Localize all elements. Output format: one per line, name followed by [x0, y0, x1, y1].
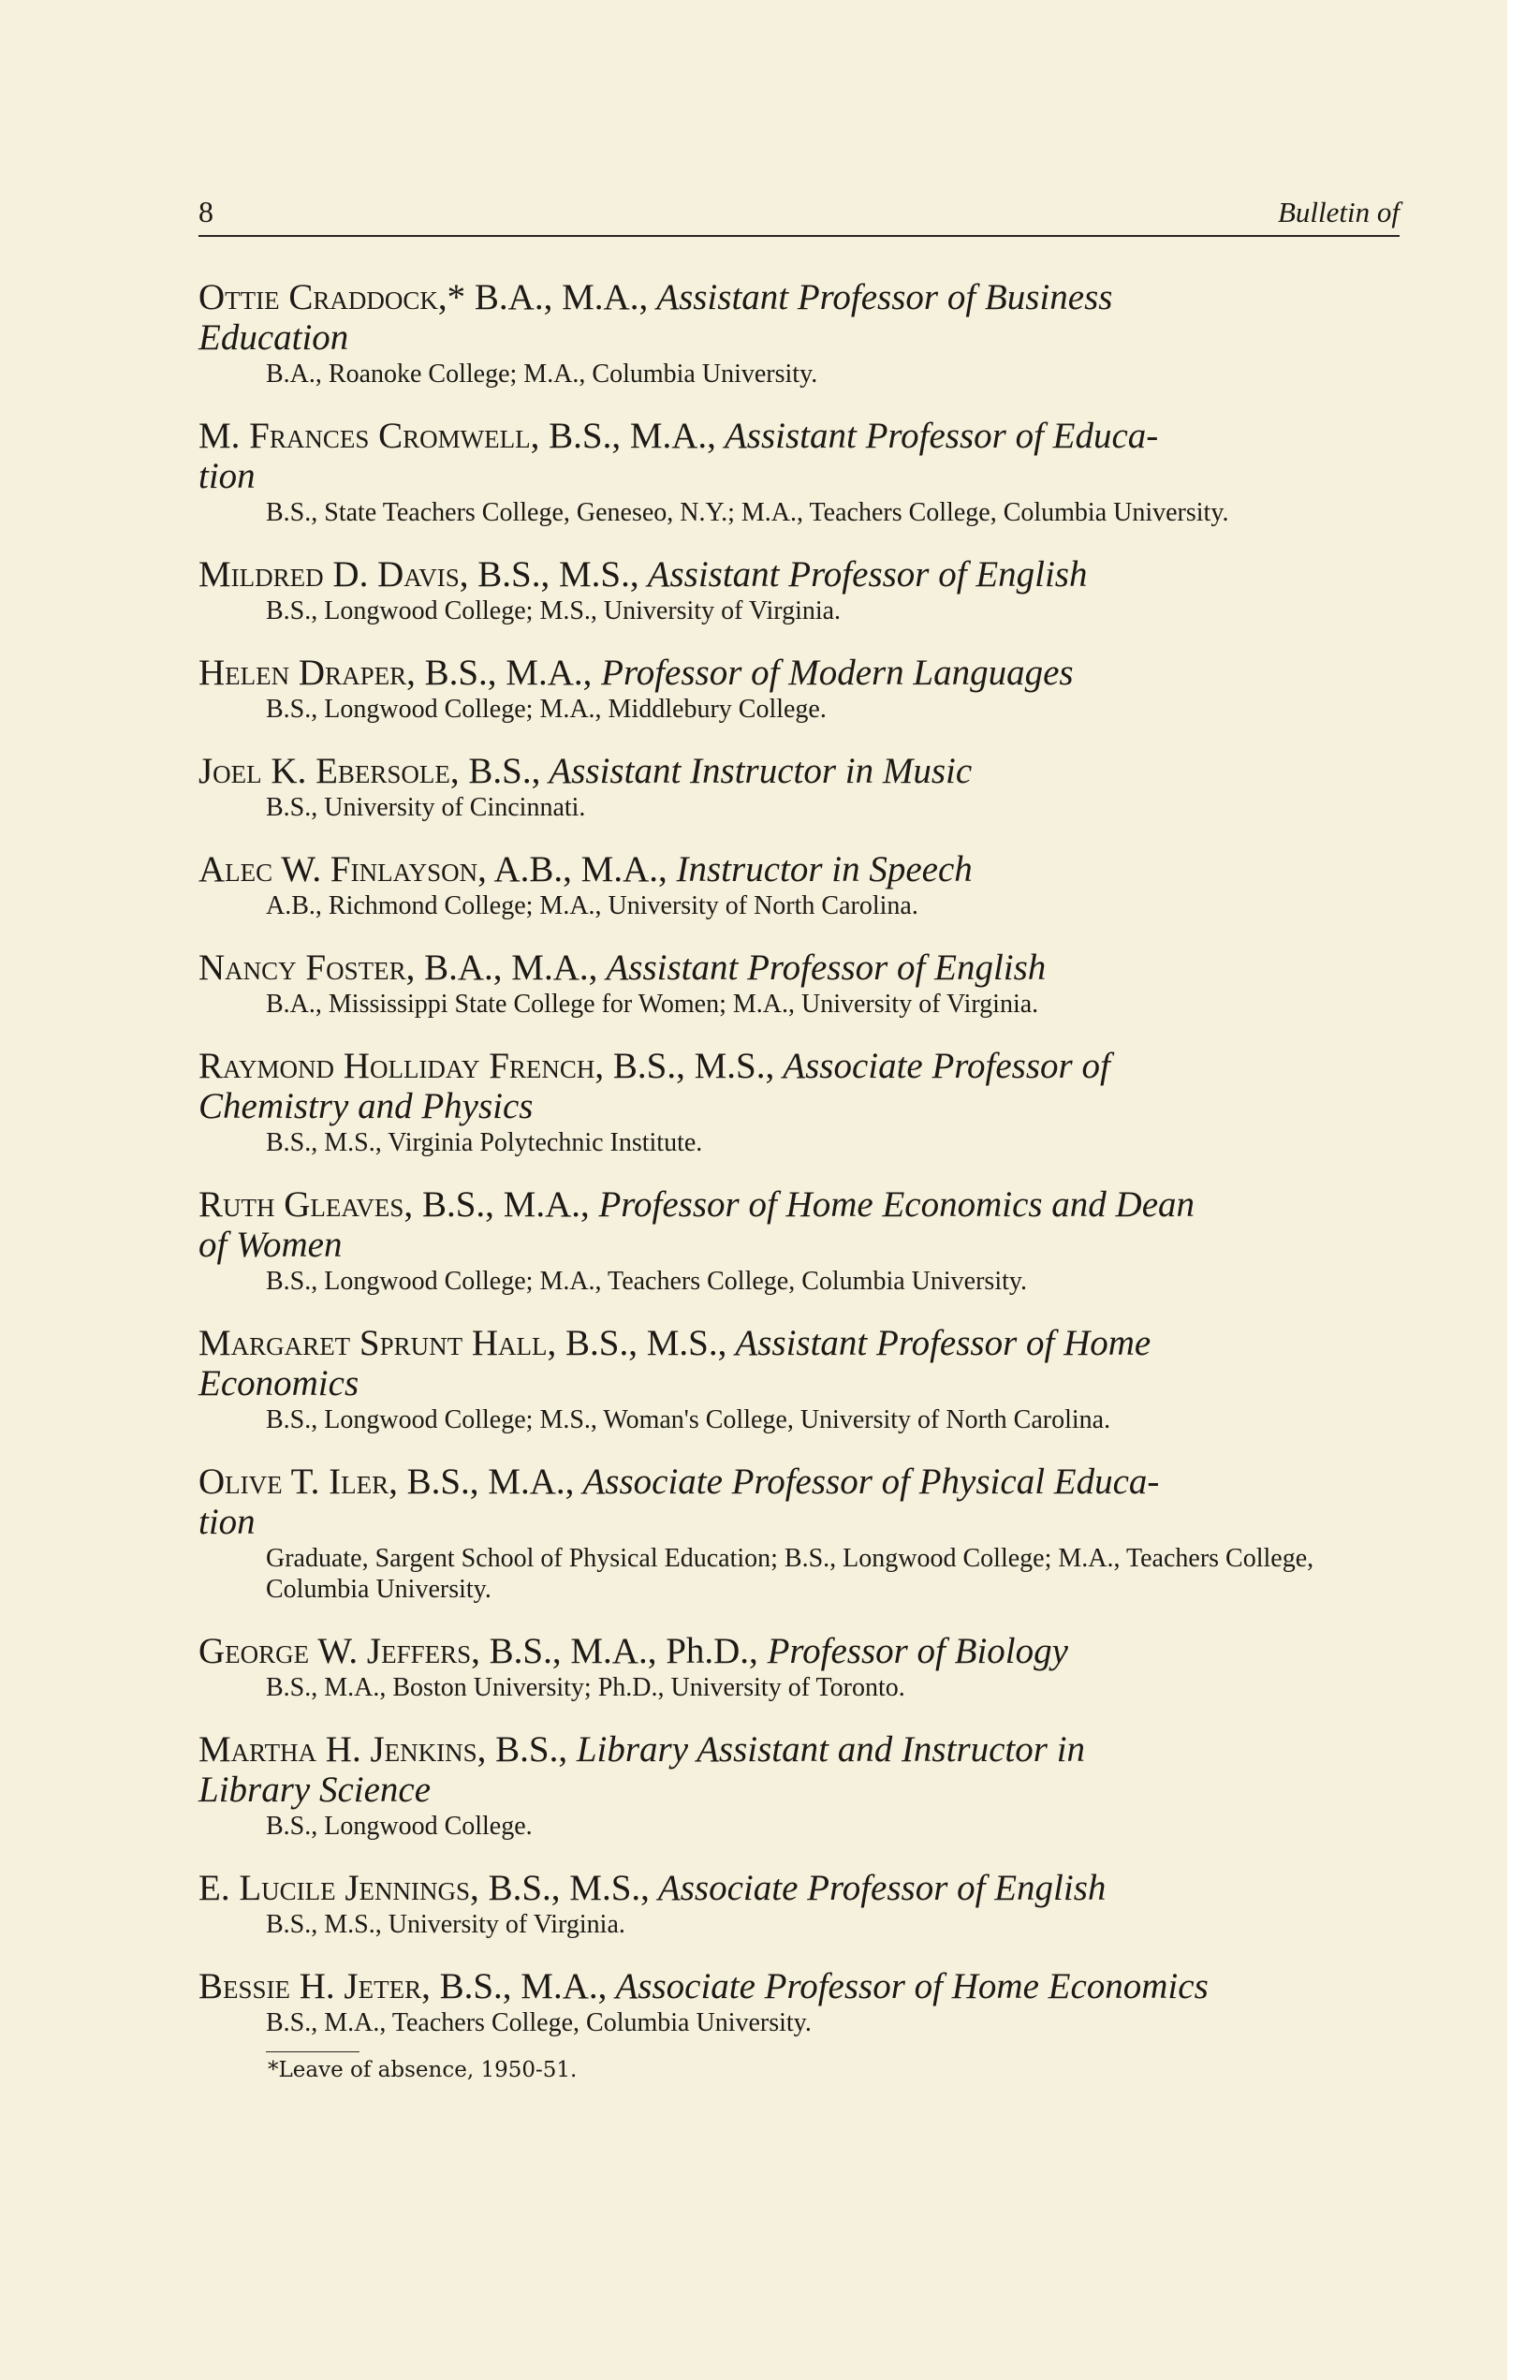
faculty-name: Ruth Gleaves, — [198, 1184, 414, 1225]
faculty-education: B.S., University of Cincinnati. — [266, 793, 586, 822]
faculty-degrees: B.A., M.A., — [415, 948, 598, 988]
entry-heading — [198, 1729, 1406, 1810]
page-header — [198, 192, 1400, 237]
entry-heading — [198, 554, 1406, 595]
faculty-entry — [198, 653, 1406, 725]
faculty-degrees: B.S., — [486, 1729, 568, 1770]
page-margin — [1507, 0, 1540, 2380]
faculty-entry — [198, 1184, 1406, 1297]
faculty-name: Martha H. Jenkins, — [198, 1729, 487, 1770]
faculty-education: B.A., Mississippi State College for Women; M.A., University of Virginia. — [266, 990, 1039, 1019]
faculty-entry — [198, 277, 1406, 389]
faculty-education: A.B., Richmond College; M.A., University of North Carolina. — [266, 891, 918, 920]
faculty-title: Associate Professor of Home Economics — [607, 1966, 1209, 2006]
faculty-name: Helen Draper, — [198, 653, 416, 693]
faculty-entry — [198, 1729, 1406, 1842]
faculty-name: Alec W. Finlayson, — [198, 849, 487, 889]
faculty-title: Assistant Professor of Educa- — [715, 416, 1159, 456]
faculty-degrees: B.S., M.A., — [415, 653, 593, 693]
faculty-entry — [198, 1868, 1406, 1940]
faculty-education: B.S., M.A., Boston University; Ph.D., University of Toronto. — [266, 1673, 905, 1702]
faculty-education: B.S., Longwood College; M.S., University of Virginia. — [266, 596, 842, 625]
faculty-entry — [198, 554, 1406, 626]
faculty-title-continued: tion — [198, 1502, 256, 1542]
faculty-title: Associate Professor of English — [649, 1868, 1107, 1908]
faculty-entry — [198, 751, 1406, 823]
faculty-title: Assistant Professor of Home — [726, 1323, 1151, 1363]
faculty-degrees: B.S., M.A., — [539, 416, 716, 456]
entry-heading — [198, 1046, 1406, 1126]
footnote-rule — [266, 2051, 359, 2052]
faculty-education: B.A., Roanoke College; M.A., Columbia University. — [266, 360, 818, 389]
faculty-education: B.S., Longwood College. — [266, 1812, 533, 1841]
faculty-name: Joel K. Ebersole, — [198, 751, 460, 791]
faculty-education: B.S., Longwood College; M.A., Teachers College, Columbia University. — [266, 1267, 1028, 1296]
entry-heading — [198, 277, 1406, 358]
entry-heading — [198, 653, 1406, 693]
faculty-name: E. Lucile Jennings, — [198, 1868, 479, 1908]
faculty-name: Raymond Holliday French, — [198, 1046, 605, 1086]
entry-heading — [198, 1868, 1406, 1908]
faculty-title: Assistant Professor of English — [638, 554, 1088, 595]
faculty-name: George W. Jeffers, — [198, 1631, 480, 1671]
faculty-degrees: B.S., M.S., — [556, 1323, 727, 1363]
faculty-title: Assistant Professor of Business — [648, 277, 1113, 317]
faculty-degrees: B.S., M.A., Ph.D., — [479, 1631, 758, 1671]
faculty-name: M. Frances Cromwell, — [198, 416, 540, 456]
faculty-education: B.S., M.S., University of Virginia. — [266, 1910, 625, 1939]
entry-heading — [198, 1631, 1406, 1671]
faculty-title: Associate Professor of — [774, 1046, 1110, 1086]
entry-heading — [198, 1323, 1406, 1403]
faculty-entry — [198, 1462, 1406, 1605]
faculty-degrees: B.A., M.A., — [465, 277, 649, 317]
entry-heading — [198, 751, 1406, 791]
entry-heading — [198, 1966, 1406, 2006]
faculty-degrees: B.S., M.S., — [468, 554, 639, 595]
faculty-education: B.S., M.A., Teachers College, Columbia University. — [266, 2008, 812, 2037]
faculty-name: Mildred D. Davis, — [198, 554, 469, 595]
faculty-entry — [198, 1323, 1406, 1435]
faculty-degrees: B.S., M.A., — [397, 1462, 575, 1502]
faculty-entry — [198, 416, 1406, 528]
entry-heading — [198, 948, 1406, 988]
faculty-education: B.S., State Teachers College, Geneseo, N.Y.; M.A., Teachers College, Columbia University. — [266, 498, 1229, 527]
faculty-title-continued: Library Science — [198, 1770, 432, 1810]
faculty-title-continued: Chemistry and Physics — [198, 1086, 534, 1126]
faculty-title: Assistant Instructor in Music — [540, 751, 973, 791]
faculty-name: Olive T. Iler, — [198, 1462, 398, 1502]
faculty-title: Professor of Home Economics and Dean — [589, 1184, 1195, 1225]
faculty-degrees: B.S., M.A., — [430, 1966, 608, 2006]
faculty-entry — [198, 1966, 1406, 2038]
entry-heading — [198, 1184, 1406, 1265]
faculty-name: Margaret Sprunt Hall, — [198, 1323, 557, 1363]
faculty-entry — [198, 1046, 1406, 1158]
entry-heading — [198, 849, 1406, 889]
faculty-title-continued: tion — [198, 456, 256, 496]
faculty-list — [198, 277, 1406, 2082]
faculty-degrees: B.S., M.S., — [604, 1046, 775, 1086]
faculty-title-continued: Education — [198, 317, 349, 358]
faculty-entry — [198, 849, 1406, 921]
faculty-title: Instructor in Speech — [667, 849, 973, 889]
faculty-title-continued: Economics — [198, 1363, 359, 1403]
faculty-title: Library Assistant and Instructor in — [567, 1729, 1086, 1770]
faculty-education: Graduate, Sargent School of Physical Education; B.S., Longwood College; M.A., Teachers College, Columbia University. — [266, 1544, 1314, 1604]
faculty-title-continued: of Women — [198, 1225, 343, 1265]
faculty-entry — [198, 948, 1406, 1020]
faculty-name: Ottie Craddock,* — [198, 277, 466, 317]
faculty-title: Professor of Modern Languages — [592, 653, 1074, 693]
faculty-degrees: B.S., M.A., — [413, 1184, 590, 1225]
faculty-title: Professor of Biology — [757, 1631, 1068, 1671]
running-title: Bulletin of — [1277, 196, 1400, 228]
faculty-name: Bessie H. Jeter, — [198, 1966, 431, 2006]
entry-heading — [198, 416, 1406, 496]
faculty-education: B.S., M.S., Virginia Polytechnic Institute. — [266, 1128, 703, 1157]
faculty-education: B.S., Longwood College; M.S., Woman's College, University of North Carolina. — [266, 1405, 1111, 1434]
faculty-entry — [198, 1631, 1406, 1703]
faculty-name: Nancy Foster, — [198, 948, 416, 988]
faculty-degrees: B.S., — [459, 751, 541, 791]
faculty-education: B.S., Longwood College; M.A., Middlebury College. — [266, 695, 827, 724]
faculty-degrees: B.S., M.S., — [478, 1868, 650, 1908]
entry-heading — [198, 1462, 1406, 1542]
faculty-title: Assistant Professor of English — [597, 948, 1047, 988]
faculty-degrees: A.B., M.A., — [486, 849, 667, 889]
footnote: *Leave of absence, 1950-51. — [268, 2058, 578, 2082]
faculty-title: Associate Professor of Physical Educa- — [574, 1462, 1160, 1502]
page-number: 8 — [198, 195, 213, 228]
